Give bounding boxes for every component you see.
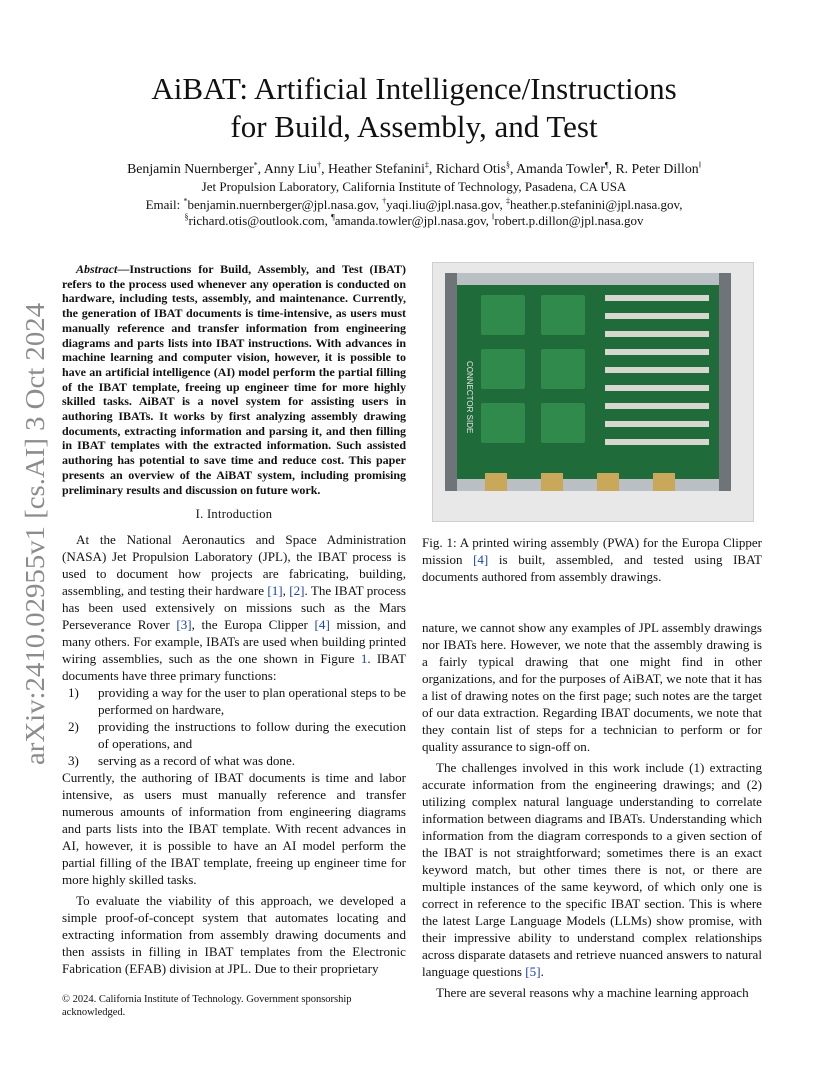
list-item: 2) providing the instructions to follow during the execution of operations, and bbox=[68, 719, 406, 752]
citation-link[interactable]: [5] bbox=[525, 964, 541, 979]
intro-paragraph-2: Currently, the authoring of IBAT documents is time and labor intensive, as users must manually reference and transfer numerous amounts of information from engineering diagrams and parts lists into the IBAT template. With recent advances in AI, however, it is possible to have an AI model perform the partial filling of the IBAT template, freeing up engineer time for more highly skilled tasks. bbox=[62, 770, 406, 888]
functions-list bbox=[62, 684, 406, 769]
circuit-board-image bbox=[445, 273, 731, 491]
abstract-body: —Instructions for Build, Assembly, and Test (IBAT) refers to the process used whenever any operation is conducted on hardware, including tests, assembly, and maintenance. Currently, the generation of IBAT documents is time-intensive, as users must manually reference and transfer information from engineering diagrams and parts lists into IBAT instructions. With advances in machine learning and computer vision, however, it is possible to have an artificial intelligence (AI) model perform the partial filling of the IBAT template, freeing up engineer time for more highly skilled tasks. AiBAT is a novel system for assisting users in authoring IBATs. It works by first analyzing assembly drawing documents, extracting information and parsing it, and then filling in IBAT templates with the extracted information. Such assisted authoring has potential to save time and reduce cost. This paper presents an overview of the AiBAT system, including promising preliminary results and discussion on future work. bbox=[62, 262, 406, 497]
author: Heather Stefanini‡ bbox=[328, 160, 429, 176]
email-block bbox=[60, 197, 768, 229]
author: Richard Otis§ bbox=[435, 160, 510, 176]
email-address[interactable]: heather.p.stefanini@jpl.nasa.gov bbox=[509, 197, 680, 212]
title-line-2: for Build, Assembly, and Test bbox=[230, 109, 598, 144]
body-paragraph: The challenges involved in this work include (1) extracting accurate information from the engineering drawings; and (2) utilizing complex natural language understanding to correlate information between diagrams and IBATs. Understanding which information from the diagram corresponds to a given section of the IBAT is not straightforward; sometimes there is an exact keyword match, but other times there is not, or there are multiple instances of the same keyword, of which only one is correct in reference to the specific IBAT section. This is where the latest Large Language Models (LLMs) show promise, with their impressive ability to understand complex relationships across disparate datasets and retrieve nuanced answers to natural language questions [5]. bbox=[422, 760, 762, 979]
list-item: 1) providing a way for the user to plan operational steps to be performed on hardware, bbox=[68, 685, 406, 718]
arxiv-stamp-text: arXiv:2410.02955v1 [cs.AI] 3 Oct 2024 bbox=[20, 331, 50, 765]
affiliation: Jet Propulsion Laboratory, California Institute of Technology, Pasadena, CA USA bbox=[201, 179, 627, 194]
abstract-lead: Abstract bbox=[76, 262, 118, 276]
intro-paragraph-1: At the National Aeronautics and Space Administration (NASA) Jet Propulsion Laboratory (JPL), the IBAT process is used to document how projects are fabricating, building, assembling, and testing their hardware [1], [2]. The IBAT process has been used extensively on missions such as the Mars Perseverance Rover [3], the Europa Clipper [4] mission, and many others. For example, IBATs are used when building printed wiring assemblies, such as the one shown in Figure 1. IBAT documents have three primary functions: bbox=[62, 532, 407, 684]
citation-link[interactable]: [1] bbox=[267, 583, 283, 599]
email-line-1: Email: *benjamin.nuernberger@jpl.nasa.gov, †yaqi.liu@jpl.nasa.gov, ‡heather.p.stefanini@jpl.nasa.gov, bbox=[145, 196, 683, 212]
email-address[interactable]: yaqi.liu@jpl.nasa.gov bbox=[386, 197, 500, 212]
figure-link[interactable]: 1 bbox=[360, 651, 368, 667]
author: Amanda Towler¶ bbox=[516, 160, 609, 176]
figure-caption: Fig. 1: A printed wiring assembly (PWA) for the Europa Clipper mission [4] is built, assembled, and tested using IBAT documents authored from assembly drawings. bbox=[422, 535, 762, 584]
right-column bbox=[422, 262, 762, 1001]
author-list: Benjamin Nuernberger*, Anny Liu†, Heather Stefanini‡, Richard Otis§, Amanda Towler¶, R. Peter Dillon‖ bbox=[127, 160, 701, 176]
paper-title bbox=[60, 70, 768, 146]
citation-link[interactable]: [4] bbox=[473, 552, 489, 567]
abstract bbox=[62, 262, 406, 497]
citation-link[interactable]: [4] bbox=[314, 617, 330, 633]
author: R. Peter Dillon‖ bbox=[615, 160, 701, 176]
arxiv-stamp bbox=[12, 300, 52, 770]
connector-side-label: CONNECTOR SIDE bbox=[465, 361, 474, 434]
citation-link[interactable]: [3] bbox=[176, 617, 192, 633]
email-line-2: §richard.otis@outlook.com, ¶amanda.towler@jpl.nasa.gov, ‖robert.p.dillon@jpl.nasa.gov bbox=[184, 212, 644, 228]
author: Benjamin Nuernberger* bbox=[127, 160, 258, 176]
author: Anny Liu† bbox=[263, 160, 322, 176]
body-paragraph: nature, we cannot show any examples of JPL assembly drawings nor IBATs here. However, we note that the assembly drawing is a fairly typical drawing that one might find in other organizations, and for the purposes of AiBAT, we note that it has a list of drawing notes on the first page; such notes are the target of our data extraction. Regarding IBAT documents, we note that they contain list of steps for a technician to perform or for quality assurance to sign-off on. bbox=[422, 620, 762, 754]
intro-paragraph-3: To evaluate the viability of this approach, we developed a simple proof-of-concept system that automates locating and extracting information from assembly drawing documents and then assists in filling in IBAT templates from the Electronic Fabrication (EFAB) division at JPL. Due to their proprietary bbox=[62, 893, 406, 977]
title-line-1: AiBAT: Artificial Intelligence/Instructions bbox=[151, 71, 677, 106]
right-column-text bbox=[422, 619, 762, 1001]
citation-link[interactable]: [2] bbox=[289, 583, 305, 599]
email-address[interactable]: amanda.towler@jpl.nasa.gov bbox=[334, 213, 486, 228]
left-column bbox=[62, 262, 406, 1019]
copyright-footnote: © 2024. California Institute of Technology. Government sponsorship acknowledged. bbox=[62, 994, 352, 1019]
list-item: 3) serving as a record of what was done. bbox=[68, 753, 296, 769]
email-address[interactable]: richard.otis@outlook.com bbox=[188, 213, 325, 228]
email-address[interactable]: robert.p.dillon@jpl.nasa.gov bbox=[494, 213, 644, 228]
email-address[interactable]: benjamin.nuernberger@jpl.nasa.gov bbox=[187, 197, 376, 212]
figure-pwa-photo bbox=[432, 262, 754, 522]
section-heading-introduction: I. Introduction bbox=[195, 507, 273, 522]
body-paragraph: There are several reasons why a machine learning approach bbox=[436, 985, 749, 1000]
